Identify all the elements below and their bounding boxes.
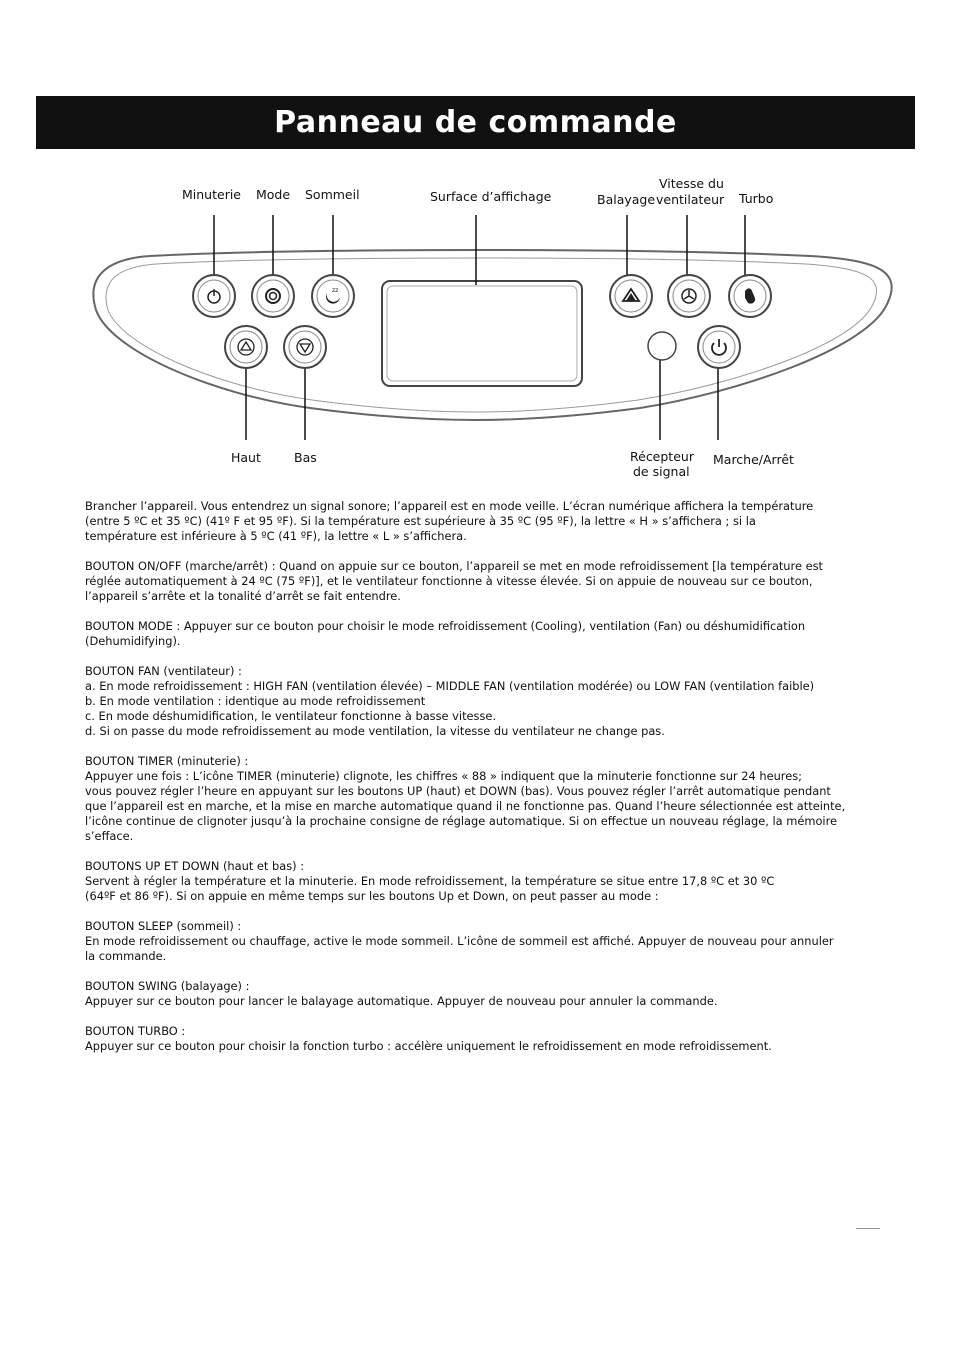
- instructions-text: [85, 499, 925, 1069]
- paragraph: [85, 1024, 925, 1054]
- paragraph-line: BOUTON SWING (balayage) :: [85, 979, 250, 993]
- paragraph-line: température est inférieure à 5 ºC (41 ºF), la lettre « L » s’affichera.: [85, 529, 467, 543]
- page-title: Panneau de commande: [274, 105, 677, 140]
- label-balayage: Balayage: [597, 192, 656, 207]
- paragraph-line: la commande.: [85, 949, 167, 963]
- turbo-button[interactable]: [729, 275, 771, 317]
- label-vitesse-line1: Vitesse du: [659, 176, 724, 191]
- down-button[interactable]: [284, 326, 326, 368]
- label-minuterie: Minuterie: [182, 187, 241, 202]
- paragraph-line: Servent à régler la température et la minuterie. En mode refroidissement, la température se situe entre 17,8 ºC et 30 ºC: [85, 874, 775, 888]
- timer-button[interactable]: [193, 275, 235, 317]
- paragraph: [85, 619, 925, 649]
- paragraph-line: (entre 5 ºC et 35 ºC) (41º F et 95 ºF). Si la température est supérieure à 35 ºC (95 ºF), la lettre « H » s’affichera ; si la: [85, 514, 756, 528]
- paragraph-line: Appuyer sur ce bouton pour choisir la fonction turbo : accélère uniquement le refroidissement en mode refroidissement.: [85, 1039, 772, 1053]
- label-recepteur-line2: de signal: [633, 464, 690, 479]
- up-button[interactable]: [225, 326, 267, 368]
- page-mark: [856, 1228, 880, 1229]
- mode-button[interactable]: [252, 275, 294, 317]
- paragraph-line: a. En mode refroidissement : HIGH FAN (ventilation élevée) – MIDDLE FAN (ventilation modérée) ou LOW FAN (ventilation faible): [85, 679, 815, 693]
- paragraph-line: BOUTONS UP ET DOWN (haut et bas) :: [85, 859, 305, 873]
- paragraph-line: Brancher l’appareil. Vous entendrez un signal sonore; l’appareil est en mode veille. L’écran numérique affichera la température: [85, 499, 814, 513]
- label-ventilateur: ventilateur: [656, 192, 725, 207]
- control-panel-diagram: [0, 160, 954, 490]
- label-surface: Surface d’affichage: [430, 189, 552, 204]
- label-sommeil: Sommeil: [305, 187, 360, 202]
- swing-button[interactable]: [610, 275, 652, 317]
- paragraph-line: BOUTON FAN (ventilateur) :: [85, 664, 242, 678]
- label-mode: Mode: [256, 187, 291, 202]
- display-surface: [382, 281, 582, 386]
- control-panel-drawing: [0, 160, 954, 490]
- paragraph: [85, 754, 925, 844]
- paragraph-line: s’efface.: [85, 829, 134, 843]
- label-turbo: Turbo: [739, 191, 774, 206]
- title-bar: [36, 96, 915, 149]
- paragraph-line: que l’appareil est en marche, et la mise en marche automatique quand il ne fonctionne pas. Quand l’heure sélectionnée est atteinte,: [85, 799, 846, 813]
- label-marche-arret: Marche/Arrêt: [713, 452, 794, 467]
- paragraph-line: réglée automatiquement à 24 ºC (75 ºF)], et le ventilateur fonctionne à vitesse élevée. Si on appuie de nouveau sur ce bouton,: [85, 574, 813, 588]
- paragraph: [85, 979, 925, 1009]
- paragraph-line: Appuyer sur ce bouton pour lancer le balayage automatique. Appuyer de nouveau pour annuler la commande.: [85, 994, 718, 1008]
- fan-speed-button[interactable]: [668, 275, 710, 317]
- paragraph-line: (Dehumidifying).: [85, 634, 181, 648]
- signal-receiver: [648, 332, 676, 360]
- paragraph-line: (64ºF et 86 ºF). Si on appuie en même temps sur les boutons Up et Down, on peut passer au mode :: [85, 889, 659, 903]
- paragraph-line: BOUTON TURBO :: [85, 1024, 186, 1038]
- power-button[interactable]: [698, 326, 740, 368]
- label-recepteur-line1: Récepteur: [630, 449, 694, 464]
- paragraph-line: d. Si on passe du mode refroidissement au mode ventilation, la vitesse du ventilateur ne change pas.: [85, 724, 665, 738]
- paragraph: [85, 859, 925, 904]
- paragraph: [85, 664, 925, 739]
- paragraph-line: vous pouvez régler l’heure en appuyant sur les boutons UP (haut) et DOWN (bas). Vous pouvez régler l’arrêt automatique pendant: [85, 784, 831, 798]
- paragraph-line: b. En mode ventilation : identique au mode refroidissement: [85, 694, 426, 708]
- paragraph-line: BOUTON SLEEP (sommeil) :: [85, 919, 242, 933]
- paragraph-line: l’icône continue de clignoter jusqu’à la prochaine consigne de réglage automatique. Si on effectue un nouveau réglage, la mémoire: [85, 814, 838, 828]
- paragraph-line: En mode refroidissement ou chauffage, active le mode sommeil. L’icône de sommeil est affiché. Appuyer de nouveau pour annuler: [85, 934, 834, 948]
- paragraph-line: BOUTON TIMER (minuterie) :: [85, 754, 249, 768]
- paragraph-line: BOUTON ON/OFF (marche/arrêt) : Quand on appuie sur ce bouton, l’appareil se met en mode refroidissement [la température est: [85, 559, 823, 573]
- paragraph-line: BOUTON MODE : Appuyer sur ce bouton pour choisir le mode refroidissement (Cooling), ventilation (Fan) ou déshumidification: [85, 619, 806, 633]
- label-haut: Haut: [231, 450, 261, 465]
- paragraph: [85, 559, 925, 604]
- paragraph-line: l’appareil s’arrête et la tonalité d’arrêt se fait entendre.: [85, 589, 401, 603]
- paragraph-line: Appuyer une fois : L’icône TIMER (minuterie) clignote, les chiffres « 88 » indiquent que la minuterie fonctionne sur 24 heures;: [85, 769, 803, 783]
- svg-text:zz: zz: [332, 287, 339, 294]
- sleep-button[interactable]: [312, 275, 354, 317]
- paragraph-line: c. En mode déshumidification, le ventilateur fonctionne à basse vitesse.: [85, 709, 497, 723]
- paragraph: [85, 499, 925, 544]
- label-bas: Bas: [294, 450, 317, 465]
- paragraph: [85, 919, 925, 964]
